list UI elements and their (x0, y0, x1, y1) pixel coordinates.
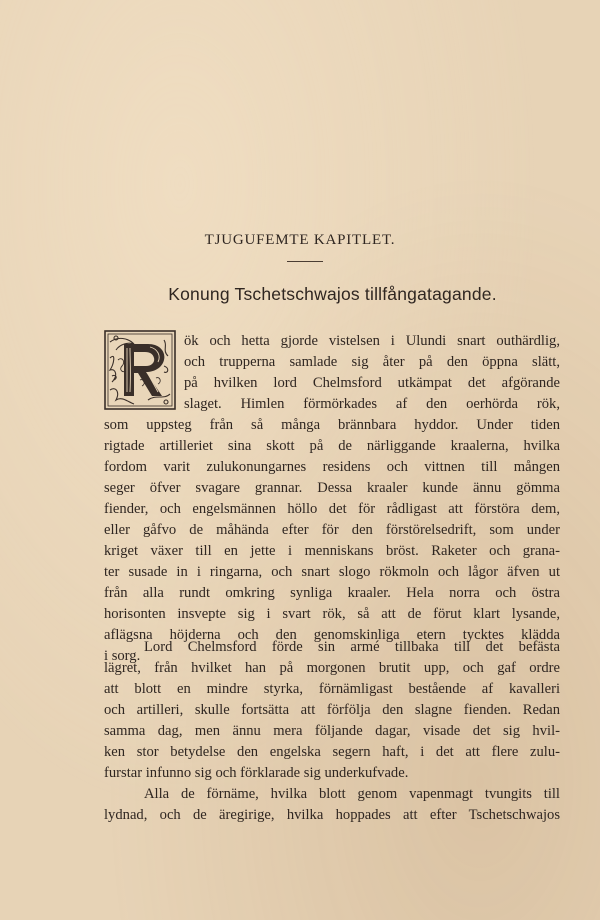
text-line: kriget växer till en jette i menniskans bröst. Raketer och grana- (104, 543, 560, 559)
chapter-heading: TJUGUFEMTE KAPITLET. (204, 232, 396, 248)
text-line: seger öfver svagare grannar. Dessa kraaler kunde ännu gömma (104, 480, 560, 496)
text-line: furstar infunno sig och förklarade sig underkufvade. (104, 765, 409, 781)
text-line: och artilleri, skulle fortsätta att förfölja den slagne fienden. Redan (104, 702, 560, 718)
text-line: och trupperna samlade sig åter på den öppna slätt, (184, 354, 560, 370)
text-line: Lord Chelmsford förde sin armé tillbaka till det befästa (144, 639, 560, 655)
text-line: eller gåfvo de måhända efter för den förstörelsedrift, som under (104, 522, 560, 538)
text-line: lägret, från hvilket han på morgonen brutit upp, och gaf ordre (104, 660, 560, 676)
text-line: rigtade artilleriet sina skott på de närliggande kraalerna, hvilka (104, 438, 560, 454)
text-line: ter susade in i ringarna, och snart slogo rökmoln och lågor äfven ut (104, 564, 560, 580)
heading-divider (287, 261, 323, 262)
text-line: horisonten insvepte sig i svart rök, så att de förut klart lysande, (104, 606, 560, 622)
text-line: samma dag, men ännu mera följande dagar, visade det sig hvil- (104, 723, 560, 739)
text-line: på hvilken lord Chelmsford utkämpat det afgörande (184, 375, 560, 391)
text-line: från alla rundt omkring synliga kraaler. Hela norra och östra (104, 585, 560, 601)
text-line: ken stor betydelse den engelska segern haft, i det att flere zulu- (104, 744, 560, 760)
text-line: slaget. Himlen förmörkades af den oerhörda rök, (184, 396, 560, 412)
text-line: Alla de förnäme, hvilka blott genom vapenmagt tvungits till (144, 786, 560, 802)
chapter-title: Konung Tschetschwajos tillfångatagande. (168, 284, 497, 304)
text-line: fordom varit zulukonungarnes residens och vittnen till mången (104, 459, 560, 475)
text-line: som uppsteg från så många brännbara hyddor. Under tiden (104, 417, 560, 433)
text-line: i sorg. (104, 648, 141, 664)
ornamental-initial-icon (104, 330, 176, 410)
text-line: att blott en mindre styrka, förnämligast bestående af kavalleri (104, 681, 560, 697)
text-line: fiender, och engelsmännen höllo det för rådligast att förstöra dem, (104, 501, 560, 517)
text-line: aflägsna höjderna och den genomskinliga etern tycktes klädda (104, 627, 560, 643)
text-line: lydnad, och de äregirige, hvilka hoppades att efter Tschetschwajos (104, 807, 560, 823)
text-line: ök och hetta gjorde vistelsen i Ulundi snart outhärdlig, (184, 333, 560, 349)
